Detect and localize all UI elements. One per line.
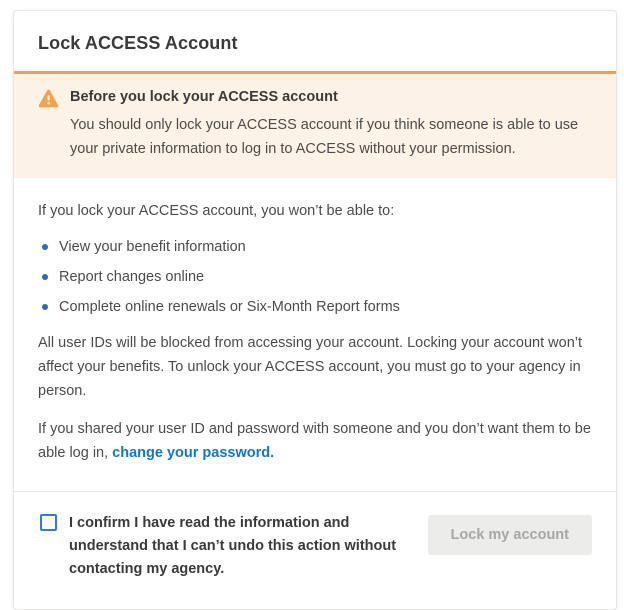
card-body: [14, 178, 616, 485]
intro-text: If you lock your ACCESS account, you won’t be able to:: [38, 203, 395, 219]
confirm-checkbox-label[interactable]: I confirm I have read the information and understand that I can’t undo this action without contacting my agency.: [69, 515, 397, 577]
warning-title: Before you lock your ACCESS account: [70, 89, 338, 105]
page-title: Lock ACCESS Account: [38, 33, 238, 53]
change-password-link[interactable]: change your password.: [112, 445, 275, 461]
blocked-info-text: All user IDs will be blocked from accessing your account. Locking your account won’t affect your benefits. To unlock your ACCESS account, you must go to your agency in person.: [38, 335, 583, 399]
list-item: View your benefit information: [40, 237, 592, 257]
confirm-checkbox[interactable]: [40, 514, 57, 531]
card-header: [14, 11, 616, 71]
shared-password-text: [38, 417, 592, 465]
footer-row: [14, 492, 616, 609]
lock-account-card: [13, 10, 617, 610]
warning-triangle-icon: [38, 87, 70, 113]
shared-password-prefix: If you shared your user ID and password with someone and you don’t want them to be able log in,: [38, 421, 591, 461]
list-item: Report changes online: [40, 267, 592, 287]
lock-my-account-button[interactable]: Lock my account: [428, 515, 592, 555]
list-item: Complete online renewals or Six-Month Report forms: [40, 297, 592, 317]
warning-banner: [14, 71, 616, 178]
warning-body-text: You should only lock your ACCESS account if you think someone is able to use your private information to log in to ACCESS without your permission.: [70, 117, 579, 157]
consequences-list: [40, 237, 592, 317]
warning-content: [70, 87, 592, 161]
